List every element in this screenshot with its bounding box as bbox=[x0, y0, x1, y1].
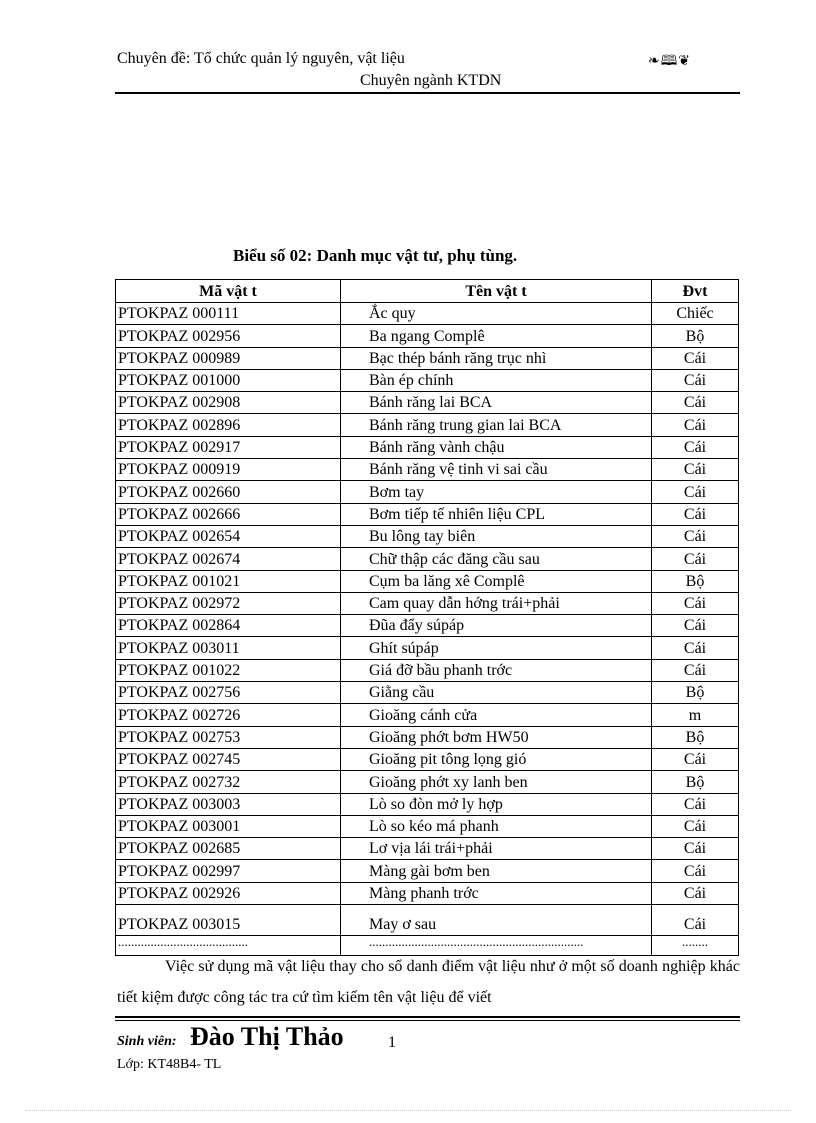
cell-code: PTOKPAZ 002660 bbox=[116, 481, 341, 503]
body-paragraph bbox=[117, 951, 740, 1013]
cell-name: Lơ vịa lái trái+phải bbox=[341, 838, 652, 860]
cell-unit: Cái bbox=[652, 615, 739, 637]
table-title: Biểu số 02: Danh mục vật tư, phụ tùng. bbox=[233, 246, 518, 265]
header-divider bbox=[115, 92, 740, 94]
cell-code: PTOKPAZ 003015 bbox=[116, 905, 341, 936]
cell-name: Giá đỡ bầu phanh trớc bbox=[341, 659, 652, 681]
cell-name: Lò so kéo má phanh bbox=[341, 815, 652, 837]
table-row bbox=[116, 570, 739, 592]
table-row bbox=[116, 682, 739, 704]
cell-code: PTOKPAZ 001021 bbox=[116, 570, 341, 592]
cell-name: Màng phanh trớc bbox=[341, 882, 652, 904]
table-row bbox=[116, 325, 739, 347]
table-row bbox=[116, 436, 739, 458]
cell-unit: Bộ bbox=[652, 682, 739, 704]
cell-code: PTOKPAZ 002666 bbox=[116, 503, 341, 525]
cell-name: Chữ thập các đăng cầu sau bbox=[341, 548, 652, 570]
paragraph-text: Việc sử dụng mã vật liệu thay cho sổ danh điểm vật liệu như ở một số doanh nghiệp khác tiết kiệm được công tác tra cứ tìm kiếm tên vật liệu để viết bbox=[117, 958, 740, 1006]
cell-code: PTOKPAZ 002997 bbox=[116, 860, 341, 882]
cell-code: PTOKPAZ 002753 bbox=[116, 726, 341, 748]
cell-unit: Cái bbox=[652, 637, 739, 659]
cell-code: PTOKPAZ 000111 bbox=[116, 303, 341, 325]
cell-name: Bơm tiếp tế nhiên liệu CPL bbox=[341, 503, 652, 525]
cell-unit: Cái bbox=[652, 436, 739, 458]
table-row bbox=[116, 748, 739, 770]
cell-unit: Cái bbox=[652, 793, 739, 815]
cell-unit: Cái bbox=[652, 905, 739, 936]
table-row bbox=[116, 659, 739, 681]
column-header-name: Tên vật t bbox=[341, 280, 652, 303]
cell-unit: Cái bbox=[652, 525, 739, 547]
student-label: Sinh viên: bbox=[117, 1034, 177, 1049]
cell-code: PTOKPAZ 002745 bbox=[116, 748, 341, 770]
cell-name: Bạc thép bánh răng trục nhì bbox=[341, 347, 652, 369]
cell-name: Ba ngang Complê bbox=[341, 325, 652, 347]
cell-code: PTOKPAZ 002864 bbox=[116, 615, 341, 637]
cell-code: PTOKPAZ 003003 bbox=[116, 793, 341, 815]
cell-unit: Cái bbox=[652, 659, 739, 681]
cell-code: PTOKPAZ 002674 bbox=[116, 548, 341, 570]
cell-dots: .................................................................. bbox=[341, 936, 652, 956]
cell-unit: Bộ bbox=[652, 325, 739, 347]
table-row bbox=[116, 637, 739, 659]
cell-unit: Cái bbox=[652, 459, 739, 481]
cell-name: Ghít súpáp bbox=[341, 637, 652, 659]
cell-name: Bánh răng trung gian lai BCA bbox=[341, 414, 652, 436]
table-row bbox=[116, 771, 739, 793]
cell-code: PTOKPAZ 001022 bbox=[116, 659, 341, 681]
cell-unit: Cái bbox=[652, 392, 739, 414]
book-ornament-icon: ❧🕮❦ bbox=[648, 54, 691, 69]
cell-name: Đũa đẩy súpáp bbox=[341, 615, 652, 637]
cell-name: Cụm ba lăng xê Complê bbox=[341, 570, 652, 592]
table-header-row bbox=[116, 280, 739, 303]
cell-unit: Cái bbox=[652, 503, 739, 525]
table-row bbox=[116, 592, 739, 614]
page-number: 1 bbox=[388, 1034, 396, 1051]
cell-code: PTOKPAZ 002896 bbox=[116, 414, 341, 436]
cell-code: PTOKPAZ 002917 bbox=[116, 436, 341, 458]
cell-code: PTOKPAZ 000989 bbox=[116, 347, 341, 369]
cell-code: PTOKPAZ 002732 bbox=[116, 771, 341, 793]
header-title: Chuyên đề: Tổ chức quản lý nguyên, vật liệu bbox=[117, 50, 405, 67]
column-header-unit: Đvt bbox=[652, 280, 739, 303]
cell-unit: Cái bbox=[652, 548, 739, 570]
table-row bbox=[116, 726, 739, 748]
table-row bbox=[116, 860, 739, 882]
table-row bbox=[116, 525, 739, 547]
cell-unit: m bbox=[652, 704, 739, 726]
cell-name: Gioăng pit tông lọng gió bbox=[341, 748, 652, 770]
class-line: Lớp: KT48B4- TL bbox=[117, 1057, 222, 1072]
cell-code: PTOKPAZ 003011 bbox=[116, 637, 341, 659]
table-row bbox=[116, 838, 739, 860]
cell-name: Gioăng phớt xy lanh ben bbox=[341, 771, 652, 793]
table-row bbox=[116, 793, 739, 815]
cell-name: Bàn ép chính bbox=[341, 369, 652, 391]
cell-name: Bơm tay bbox=[341, 481, 652, 503]
table-row bbox=[116, 815, 739, 837]
cell-code: PTOKPAZ 002726 bbox=[116, 704, 341, 726]
table-row bbox=[116, 414, 739, 436]
cell-unit: Cái bbox=[652, 347, 739, 369]
table-row bbox=[116, 303, 739, 325]
cell-code: PTOKPAZ 001000 bbox=[116, 369, 341, 391]
cell-unit: Cái bbox=[652, 815, 739, 837]
cell-code: PTOKPAZ 002685 bbox=[116, 838, 341, 860]
cell-code: PTOKPAZ 002972 bbox=[116, 592, 341, 614]
table-row bbox=[116, 347, 739, 369]
cell-unit: Bộ bbox=[652, 726, 739, 748]
cell-name: Gioăng phớt bơm HW50 bbox=[341, 726, 652, 748]
table-row bbox=[116, 459, 739, 481]
cell-code: PTOKPAZ 002956 bbox=[116, 325, 341, 347]
table-row bbox=[116, 615, 739, 637]
cell-name: Gioăng cánh cửa bbox=[341, 704, 652, 726]
table-row bbox=[116, 882, 739, 904]
cell-unit: Bộ bbox=[652, 570, 739, 592]
table-row bbox=[116, 704, 739, 726]
cell-name: Cam quay dẫn hớng trái+phải bbox=[341, 592, 652, 614]
student-name: Đào Thị Thảo bbox=[190, 1022, 344, 1051]
table-row bbox=[116, 369, 739, 391]
cell-name: Giằng cầu bbox=[341, 682, 652, 704]
cell-name: Bu lông tay biên bbox=[341, 525, 652, 547]
cell-code: PTOKPAZ 002908 bbox=[116, 392, 341, 414]
footer-divider-thick bbox=[115, 1016, 740, 1018]
cell-unit: Cái bbox=[652, 414, 739, 436]
cell-code: PTOKPAZ 000919 bbox=[116, 459, 341, 481]
cell-unit: Cái bbox=[652, 838, 739, 860]
page-bottom-border bbox=[25, 1110, 791, 1111]
cell-name: May ơ sau bbox=[341, 905, 652, 936]
cell-code: PTOKPAZ 002654 bbox=[116, 525, 341, 547]
footer-divider-thin bbox=[115, 1020, 740, 1021]
cell-unit: Bộ bbox=[652, 771, 739, 793]
cell-code: PTOKPAZ 002756 bbox=[116, 682, 341, 704]
cell-unit: Cái bbox=[652, 882, 739, 904]
cell-dots: ........................................ bbox=[116, 936, 341, 956]
cell-unit: Cái bbox=[652, 369, 739, 391]
cell-code: PTOKPAZ 002926 bbox=[116, 882, 341, 904]
cell-dots: ........ bbox=[652, 936, 739, 956]
materials-table bbox=[115, 279, 738, 956]
table-row bbox=[116, 905, 739, 936]
cell-name: Bánh răng vệ tinh vi sai cầu bbox=[341, 459, 652, 481]
cell-unit: Cái bbox=[652, 481, 739, 503]
cell-code: PTOKPAZ 003001 bbox=[116, 815, 341, 837]
table-row bbox=[116, 392, 739, 414]
table-row bbox=[116, 548, 739, 570]
cell-unit: Chiếc bbox=[652, 303, 739, 325]
cell-unit: Cái bbox=[652, 592, 739, 614]
column-header-code: Mã vật t bbox=[116, 280, 341, 303]
cell-name: Lò so đòn mở ly hợp bbox=[341, 793, 652, 815]
cell-name: Bánh răng lai BCA bbox=[341, 392, 652, 414]
cell-unit: Cái bbox=[652, 748, 739, 770]
cell-unit: Cái bbox=[652, 860, 739, 882]
table-row bbox=[116, 503, 739, 525]
cell-name: Bánh răng vành chậu bbox=[341, 436, 652, 458]
cell-name: Màng gài bơm ben bbox=[341, 860, 652, 882]
header-subtitle: Chuyên ngành KTDN bbox=[360, 72, 502, 89]
table-row bbox=[116, 481, 739, 503]
cell-name: Ắc quy bbox=[341, 303, 652, 325]
